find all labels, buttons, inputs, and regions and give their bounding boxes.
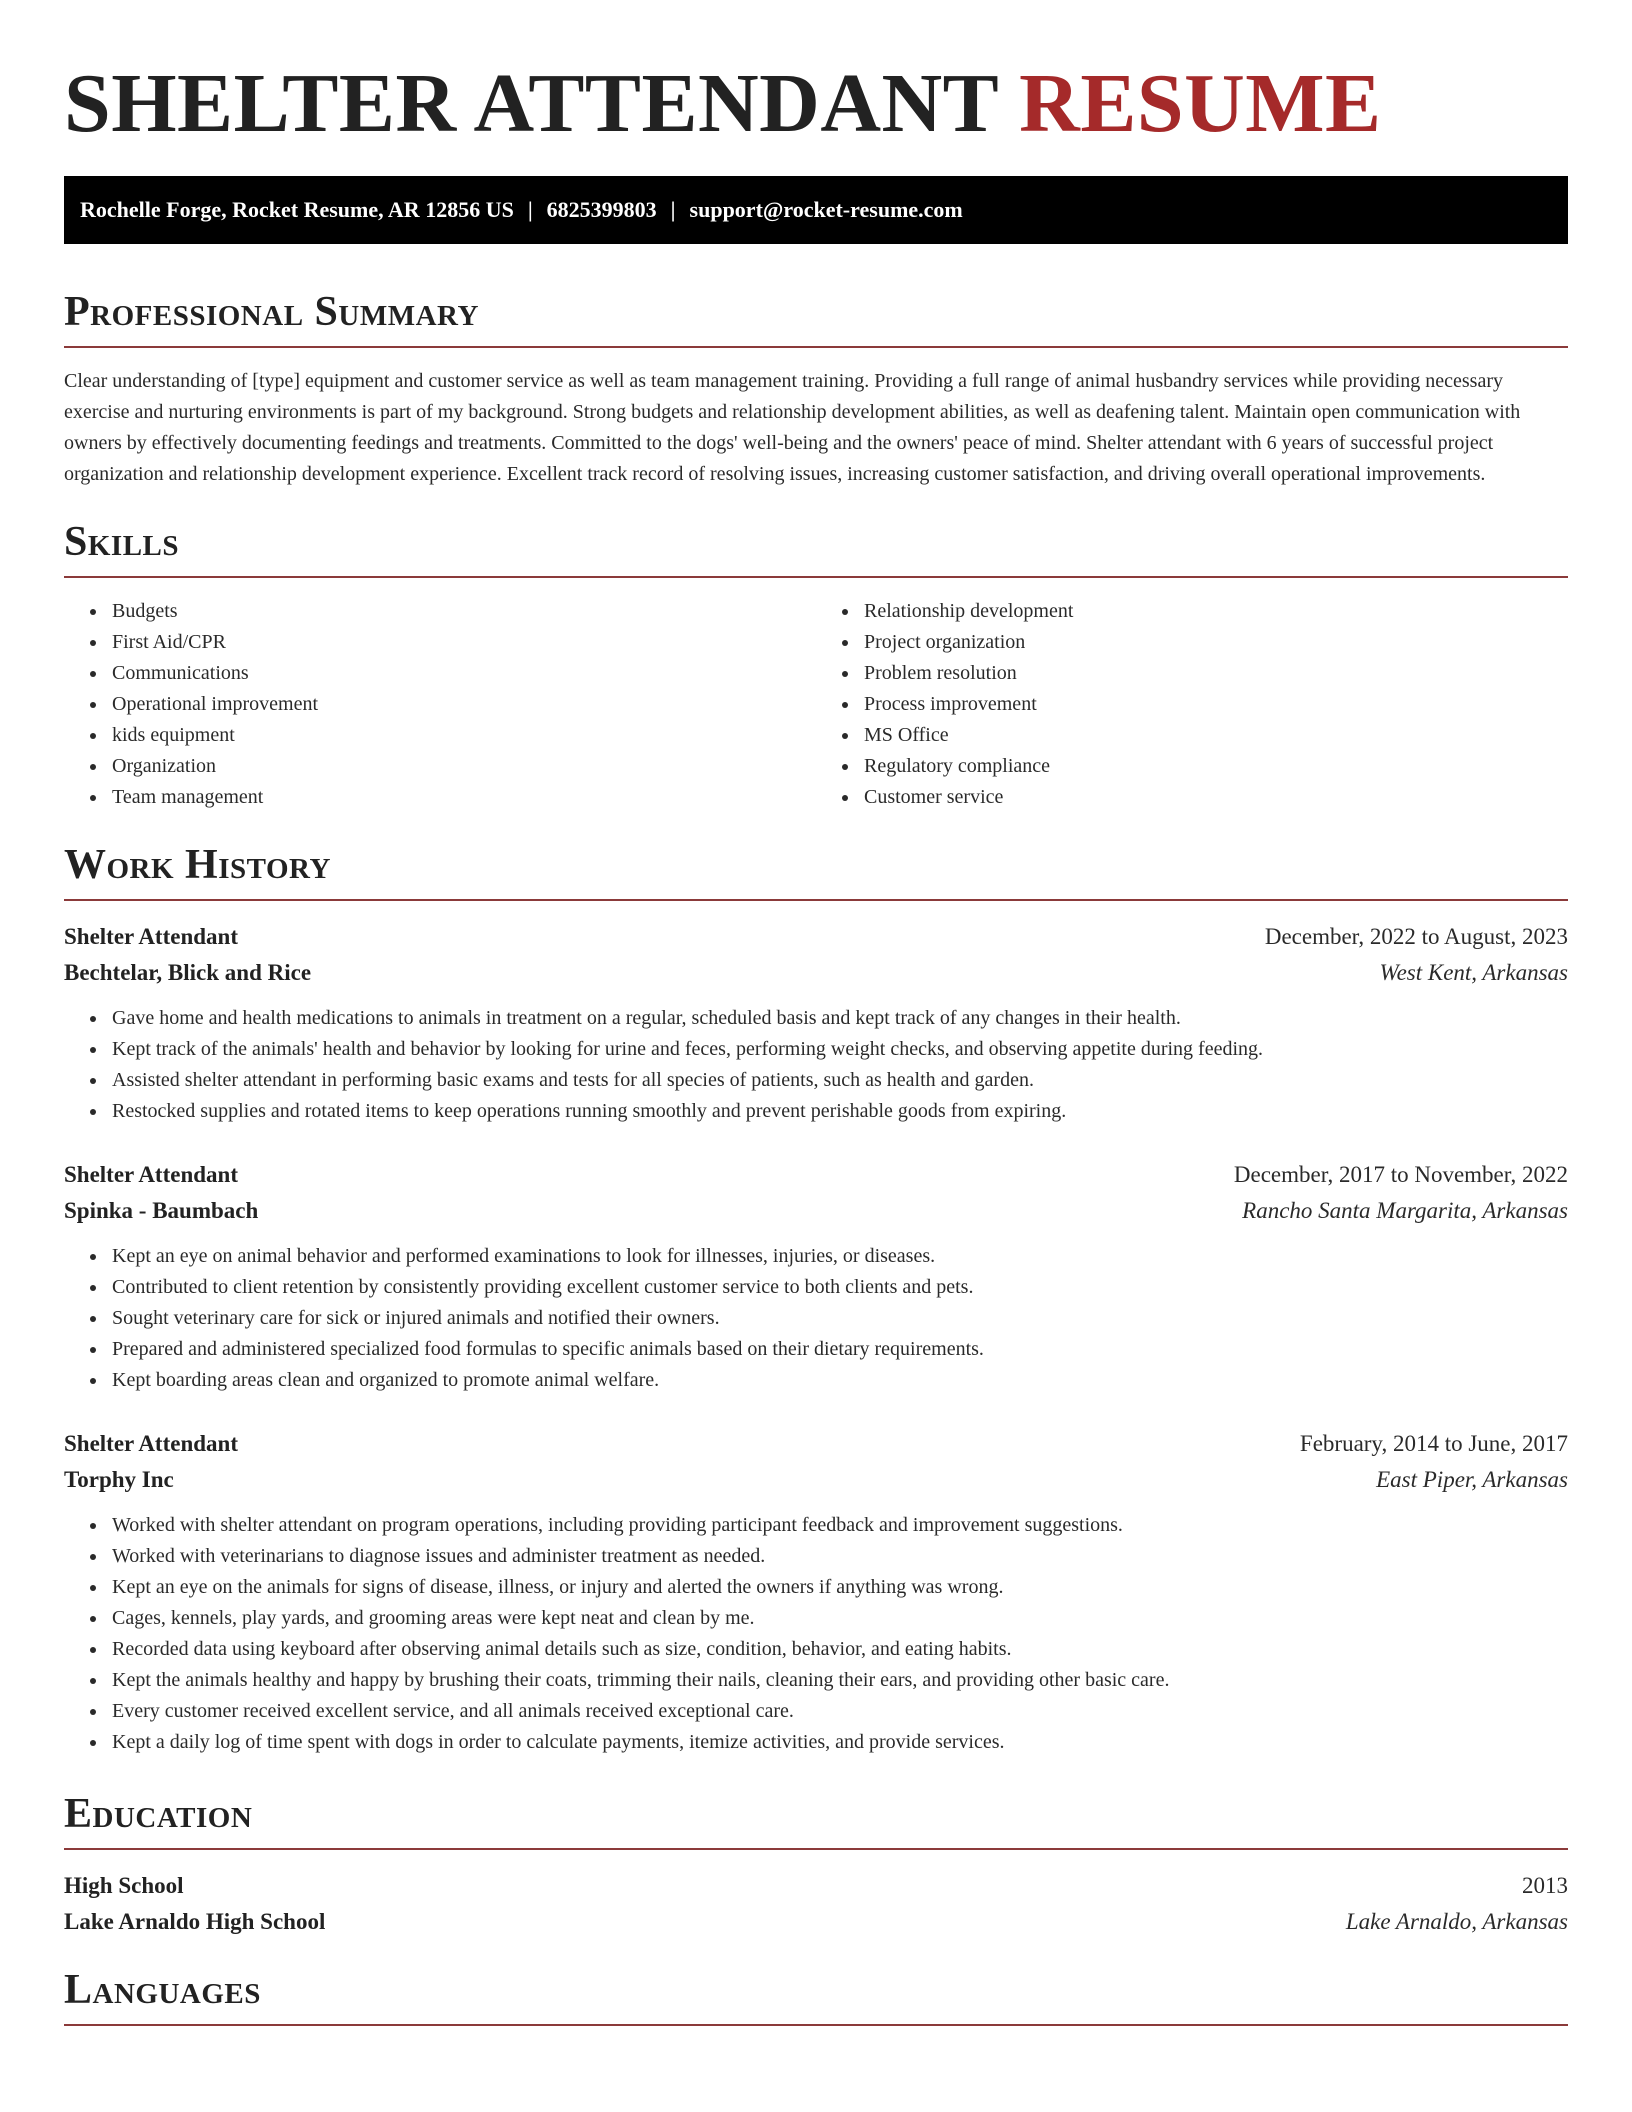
skills-column-left xyxy=(64,596,816,813)
summary-text: Clear understanding of [type] equipment and customer service as well as team management training. Providing a full range of animal husbandry services while providing necessary exercise and nurturing environments is part of my background. Strong budgets and relationship development abilities, as well as deafening talent. Maintain open communication with owners by effectively documenting feedings and treatments. Committed to the dogs' well-being and the owners' peace of mind. Shelter attendant with 6 years of successful project organization and relationship development experience. Excellent track record of resolving issues, increasing customer satisfaction, and driving overall operational improvements. xyxy=(64,370,1521,485)
job-entry xyxy=(64,1426,1568,1758)
duty-item: • Kept an eye on the animals for signs of disease, illness, or injury and alerted the owners if anything was wrong. xyxy=(108,1572,1568,1603)
job-duties xyxy=(64,1241,1568,1396)
skill-item: • kids equipment xyxy=(108,720,816,751)
job-header-row xyxy=(64,919,1568,955)
skills-heading: Skills xyxy=(64,519,180,565)
skills-section xyxy=(64,516,1568,813)
duty-item: • Contributed to client retention by consistently providing excellent customer service to both clients and pets. xyxy=(108,1272,1568,1303)
job-dates: December, 2017 to November, 2022 xyxy=(1233,1162,1568,1187)
job-company: Torphy Inc xyxy=(64,1467,174,1492)
duty-item: • Worked with shelter attendant on program operations, including providing participant feedback and improvement suggestions. xyxy=(108,1510,1568,1541)
duty-item: • Sought veterinary care for sick or injured animals and notified their owners. xyxy=(108,1303,1568,1334)
job-company: Bechtelar, Blick and Rice xyxy=(64,960,312,985)
job-header-row xyxy=(64,1157,1568,1193)
education-location: Lake Arnaldo, Arkansas xyxy=(1345,1909,1568,1934)
title-main: SHELTER ATTENDANT xyxy=(64,57,998,150)
work-history-heading: Work History xyxy=(64,842,331,888)
duty-item: • Kept track of the animals' health and behavior by looking for urine and feces, performing weight checks, and observing appetite during feeding. xyxy=(108,1034,1568,1065)
skill-item: • MS Office xyxy=(860,720,1568,751)
education-school-row xyxy=(64,1904,1568,1940)
education-section xyxy=(64,1788,1568,1940)
job-company-row xyxy=(64,1462,1568,1498)
section-divider xyxy=(64,2024,1568,2026)
skill-item: • Organization xyxy=(108,751,816,782)
education-school: Lake Arnaldo High School xyxy=(64,1909,326,1934)
skill-item: • Relationship development xyxy=(860,596,1568,627)
languages-heading: Languages xyxy=(64,1967,261,2013)
skills-column-right xyxy=(816,596,1568,813)
section-divider xyxy=(64,899,1568,901)
job-title: Shelter Attendant xyxy=(64,1431,238,1456)
job-title: Shelter Attendant xyxy=(64,924,238,949)
education-heading: Education xyxy=(64,1791,253,1837)
duty-item: • Restocked supplies and rotated items to keep operations running smoothly and prevent perishable goods from expiring. xyxy=(108,1096,1568,1127)
duty-item: • Kept the animals healthy and happy by brushing their coats, trimming their nails, cleaning their ears, and providing other basic care. xyxy=(108,1665,1568,1696)
duty-item: • Prepared and administered specialized food formulas to specific animals based on their dietary requirements. xyxy=(108,1334,1568,1365)
duty-item: • Kept a daily log of time spent with dogs in order to calculate payments, itemize activities, and provide services. xyxy=(108,1727,1568,1758)
duty-item: • Gave home and health medications to animals in treatment on a regular, scheduled basis and kept track of any changes in their health. xyxy=(108,1003,1568,1034)
job-company-row xyxy=(64,955,1568,991)
section-divider xyxy=(64,576,1568,578)
duty-item: • Cages, kennels, play yards, and grooming areas were kept neat and clean by me. xyxy=(108,1603,1568,1634)
education-row xyxy=(64,1868,1568,1904)
duty-item: • Kept boarding areas clean and organized to promote animal welfare. xyxy=(108,1365,1568,1396)
duty-item: • Recorded data using keyboard after observing animal details such as size, condition, behavior, and eating habits. xyxy=(108,1634,1568,1665)
education-degree: High School xyxy=(64,1873,184,1898)
job-location: West Kent, Arkansas xyxy=(1379,960,1568,985)
job-company-row xyxy=(64,1193,1568,1229)
skill-item: • First Aid/CPR xyxy=(108,627,816,658)
skill-item: • Customer service xyxy=(860,782,1568,813)
contact-email: support@rocket-resume.com xyxy=(689,197,963,222)
contact-address: Rochelle Forge, Rocket Resume, AR 12856 US xyxy=(80,197,514,222)
skill-item: • Budgets xyxy=(108,596,816,627)
skill-item: • Problem resolution xyxy=(860,658,1568,689)
languages-section xyxy=(64,1964,1568,2026)
duty-item: • Assisted shelter attendant in performing basic exams and tests for all species of patients, such as health and garden. xyxy=(108,1065,1568,1096)
education-year: 2013 xyxy=(1522,1873,1568,1898)
contact-phone: 6825399803 xyxy=(546,197,657,222)
job-entry xyxy=(64,1157,1568,1396)
work-history-section xyxy=(64,839,1568,1758)
job-dates: February, 2014 to June, 2017 xyxy=(1299,1431,1568,1456)
job-duties xyxy=(64,1510,1568,1758)
job-location: Rancho Santa Margarita, Arkansas xyxy=(1242,1198,1568,1223)
skill-item: • Communications xyxy=(108,658,816,689)
section-divider xyxy=(64,346,1568,348)
job-dates: December, 2022 to August, 2023 xyxy=(1264,924,1568,949)
skills-grid xyxy=(64,596,1568,813)
section-divider xyxy=(64,1848,1568,1850)
skill-item: • Team management xyxy=(108,782,816,813)
contact-separator: | xyxy=(527,197,533,222)
title-accent: RESUME xyxy=(1019,57,1382,150)
job-header-row xyxy=(64,1426,1568,1462)
duty-item: • Worked with veterinarians to diagnose issues and administer treatment as needed. xyxy=(108,1541,1568,1572)
skill-item: • Regulatory compliance xyxy=(860,751,1568,782)
job-title: Shelter Attendant xyxy=(64,1162,238,1187)
skill-item: • Process improvement xyxy=(860,689,1568,720)
duty-item: • Kept an eye on animal behavior and performed examinations to look for illnesses, injuries, or diseases. xyxy=(108,1241,1568,1272)
job-company: Spinka - Baumbach xyxy=(64,1198,259,1223)
job-location: East Piper, Arkansas xyxy=(1376,1467,1568,1492)
job-entry xyxy=(64,919,1568,1127)
resume-title xyxy=(64,56,1568,152)
contact-separator: | xyxy=(670,197,676,222)
duty-item: • Every customer received excellent service, and all animals received exceptional care. xyxy=(108,1696,1568,1727)
skill-item: • Project organization xyxy=(860,627,1568,658)
job-duties xyxy=(64,1003,1568,1127)
summary-section xyxy=(64,286,1568,490)
skill-item: • Operational improvement xyxy=(108,689,816,720)
contact-bar xyxy=(64,176,1568,244)
summary-heading: Professional Summary xyxy=(64,289,479,335)
